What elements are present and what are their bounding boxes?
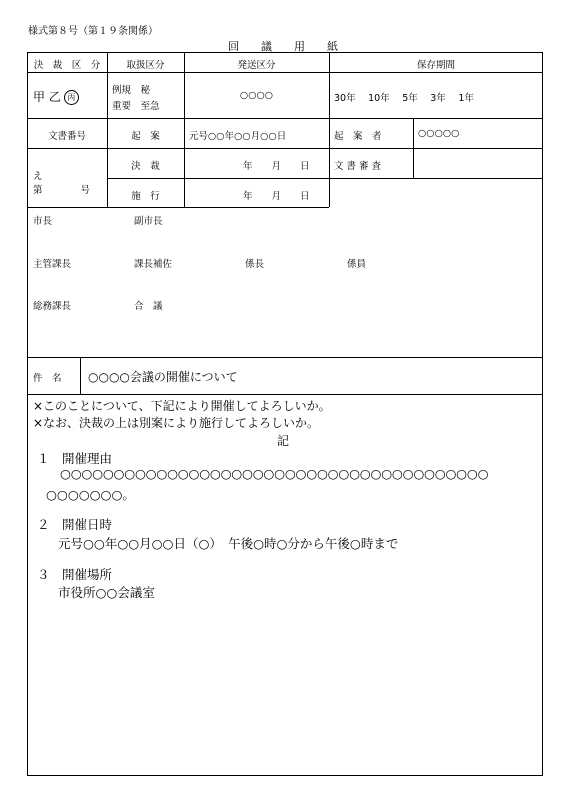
kessai-label: 決 裁 — [131, 161, 160, 172]
row4-divider — [27, 207, 329, 208]
hozon-options: 30年 10年 5年 3年 1年 — [334, 93, 474, 104]
subject-label-line — [80, 357, 81, 394]
approval-aigi: 合 議 — [134, 301, 163, 312]
subject-divider — [27, 394, 543, 395]
approval-kakarichou: 係長 — [245, 259, 265, 270]
item3-text: 市役所○○会議室 — [58, 585, 155, 600]
subject-label: 件 名 — [33, 373, 62, 384]
approval-divider — [27, 357, 543, 358]
header-divider — [27, 72, 543, 73]
item2-heading: ２ 開催日時 — [37, 517, 113, 532]
bunsho-shinsa-label: 文 書 審 査 — [334, 161, 382, 172]
item1-text-line2: ○○○○○○○。 — [46, 487, 135, 502]
shikou-label: 施 行 — [131, 191, 160, 202]
kiansha-value: ○○○○○ — [418, 128, 460, 139]
col2-line — [184, 52, 185, 207]
header-hassou-kubun: 発送区分 — [237, 60, 276, 71]
toriatsukai-line1: 例規 秘 — [112, 85, 151, 96]
kessai-circle-mark: 丙 — [64, 90, 79, 105]
item2-text: 元号○○年○○月○○日（○） 午後○時○分から午後○時まで — [58, 536, 399, 551]
dai-gou-label: 第 号 — [33, 185, 91, 196]
header-kessai-kubun: 決 裁 区 分 — [33, 60, 101, 71]
body-line1: ×このことについて、下記により開催してよろしいか。 — [33, 399, 331, 413]
bunsho-bangou-label: 文書番号 — [47, 131, 86, 142]
kian-label: 起 案 — [131, 131, 160, 142]
approval-soumu-kachou: 総務課長 — [33, 301, 72, 312]
body-ki: 記 — [277, 434, 290, 448]
item3-heading: ３ 開催場所 — [37, 567, 113, 582]
item1-text-line1: ○○○○○○○○○○○○○○○○○○○○○○○○○○○○○○○○○○○○○○○○ — [60, 466, 489, 481]
body-line2: ×なお、決裁の上は別案により施行してよろしいか。 — [33, 416, 320, 430]
shikou-date: 年 月 日 — [243, 191, 310, 202]
toriatsukai-line2: 重要 至急 — [112, 101, 160, 112]
row3-divider — [107, 178, 543, 179]
kiansha-label: 起 案 者 — [334, 131, 382, 142]
approval-fukushichou: 副市長 — [134, 216, 163, 227]
subject-value: ○○○○会議の開催について — [88, 370, 238, 384]
header-hozon-kikan: 保存期間 — [416, 60, 455, 71]
row1-divider — [27, 118, 543, 119]
row2-divider — [27, 148, 543, 149]
approval-shukan-kachou: 主管課長 — [33, 259, 72, 270]
kessai-level-text: 甲 乙 — [33, 90, 61, 104]
e-label: え — [33, 171, 43, 182]
kian-date: 元号○○年○○月○○日 — [189, 131, 287, 142]
approval-shichou: 市長 — [33, 216, 53, 227]
kessai-date: 年 月 日 — [243, 161, 310, 172]
approval-kakariin: 係員 — [347, 259, 367, 270]
col3-line — [329, 52, 330, 207]
form-title: 回 議 用 紙 — [228, 40, 338, 53]
hassou-value: ○○○○ — [239, 90, 274, 101]
col4-line — [413, 118, 414, 178]
approval-kachou-hosa: 課長補佐 — [134, 259, 173, 270]
kessai-level — [33, 88, 79, 105]
header-toriatsukai-kubun: 取扱区分 — [126, 60, 165, 71]
item1-heading: １ 開催理由 — [37, 451, 113, 466]
form-number: 様式第８号（第１９条関係） — [28, 26, 158, 37]
